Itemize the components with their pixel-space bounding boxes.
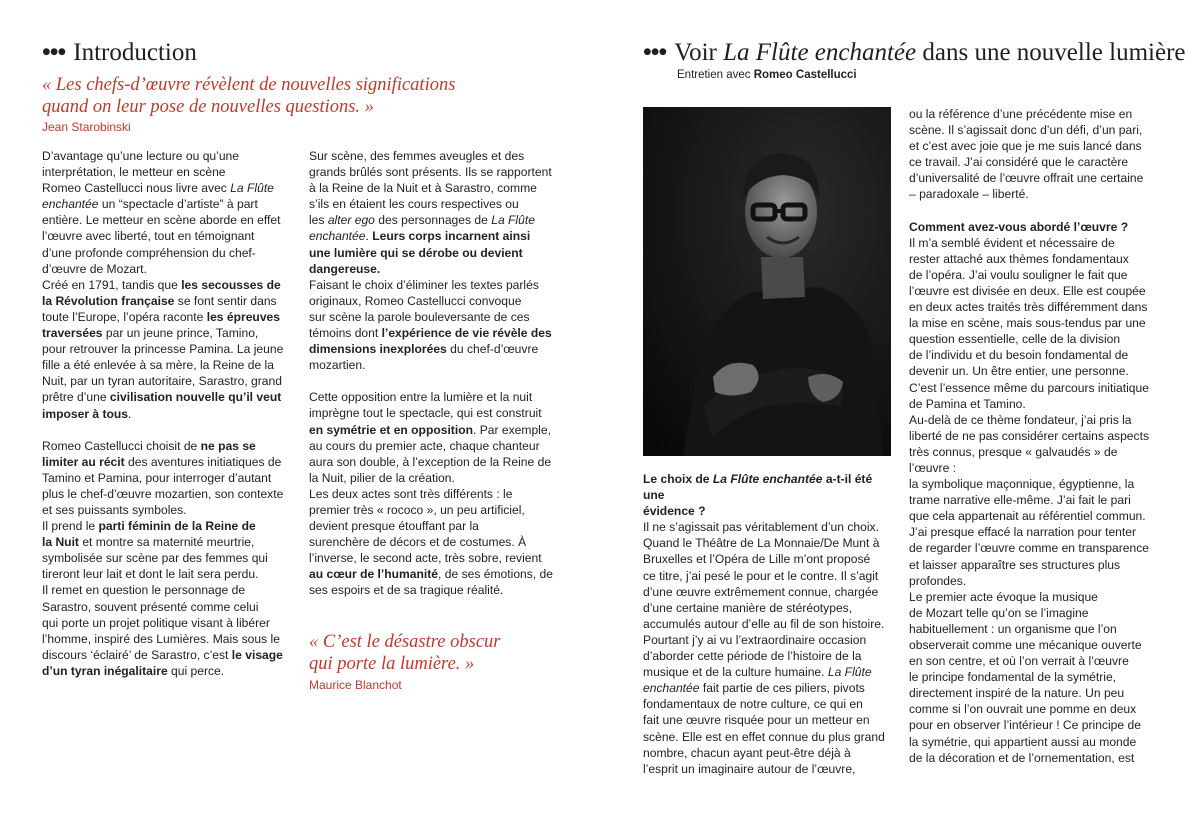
text-line: traversées par un jeune prince, Tamino,	[42, 326, 259, 341]
text-line: Nuit, par un tyran autoritaire, Sarastro, grand	[42, 374, 282, 389]
text-line: toute l’Europe, l’opéra raconte les épreuves	[42, 309, 281, 324]
text-line: Les deux actes sont très différents : le	[309, 486, 513, 501]
text-line: rester attaché aux thèmes fondamentaux	[909, 251, 1129, 266]
text-line: pour en observer l’intérieur ! Ce principe de	[909, 718, 1141, 733]
text-line: Au-delà de ce thème fondateur, j’ai pris la	[909, 412, 1132, 427]
text-line: fille a été enlevée à sa mère, la Reine de la	[42, 358, 274, 373]
text-line: Sur scène, des femmes aveugles et des	[309, 149, 525, 163]
text-line: aura son double, à l’exception de la Reine de	[309, 454, 552, 469]
text-line: observerait comme une mécanique ouverte	[909, 638, 1142, 652]
text-line: d’une profonde compréhension du chef-	[42, 245, 256, 260]
text-line: ses espoirs et de sa tragique réalité.	[309, 583, 504, 598]
text-line: liberté de ne pas considérer certains aspects	[909, 428, 1149, 443]
text-line: s’ils en étaient les cours respectives ou	[309, 197, 519, 212]
text-line: de la décoration et de l’ornementation, est	[909, 750, 1135, 765]
text-line: Bruxelles et l’Opéra de Lille m’ont proposé	[643, 552, 871, 567]
intro-column-1	[42, 148, 292, 679]
text-line: en deux actes traités très différemment dans	[909, 300, 1148, 315]
text-line: Romeo Castellucci choisit de ne pas se	[42, 438, 256, 453]
text-line: témoins dont l’expérience de vie révèle des	[309, 326, 552, 341]
text-line: Quand le Théâtre de La Monnaie/De Munt à	[643, 536, 880, 551]
text-line: en son centre, et où l’on verrait à l’œuvre	[909, 654, 1129, 669]
text-line: évidence ?	[643, 504, 706, 519]
text-line: C’est l’essence même du parcours initiatique	[909, 380, 1149, 395]
text-line: fait une œuvre risquée pour un metteur en	[643, 713, 870, 728]
text-line: originaux, Romeo Castellucci convoque	[309, 293, 522, 308]
text-line: la Révolution française se font sentir dans	[42, 293, 277, 308]
text-line: D’avantage qu’une lecture ou qu’une	[42, 149, 240, 163]
text-line: devenir un. Un être entier, une personne.	[909, 364, 1129, 379]
text-line: discours ‘éclairé’ de Sarastro, c’est le visage	[42, 647, 283, 662]
text-line: le principe fondamental de la symétrie,	[909, 670, 1117, 685]
text-line: et laisser apparaître ses structures plus	[909, 557, 1121, 572]
text-line: ce titre, j’ai pesé le pour et le contre. Il s’agit	[643, 568, 879, 583]
text-line: imposer à tous.	[42, 406, 132, 421]
text-line: que cela appartenait au référentiel commun.	[909, 509, 1146, 524]
text-line: pour retrouver la princesse Pamina. La jeune	[42, 342, 284, 357]
blanchot-quote: « C’est le désastre obscur qui porte la lumière. »	[309, 632, 501, 674]
text-line: d’universalité de l’œuvre offrait une certaine	[909, 171, 1144, 186]
text-line: au cours du premier acte, chaque chanteur	[309, 438, 540, 453]
text-line: Comment avez-vous abordé l’œuvre ?	[909, 219, 1129, 234]
text-line: la Nuit, pilier de la création.	[309, 470, 455, 485]
text-line: tireront leur lait et dont le lait sera perdu.	[42, 567, 259, 582]
interview-subtitle: Entretien avec Romeo Castellucci	[677, 69, 857, 81]
text-line: de l’opéra. J’ai voulu souligner le fait que	[909, 267, 1128, 282]
text-line: une lumière qui se dérobe ou devient	[309, 245, 523, 260]
text-line: Il remet en question le personnage de	[42, 583, 246, 598]
intro-title: ••• Introduction	[42, 39, 197, 66]
text-line: de Mozart telle qu’on se l’imagine	[909, 605, 1089, 620]
intro-quote: « Les chefs-d’œuvre révèlent de nouvelles significations quand on leur pose de nouvelles questions. »	[42, 75, 456, 117]
portrait-photo	[643, 107, 891, 456]
text-line: qui porte un projet politique visant à libérer	[42, 615, 270, 630]
intro-quote-author: Jean Starobinski	[42, 120, 131, 134]
text-line: Pourtant j’y ai vu l’extraordinaire occasion	[643, 632, 867, 647]
text-line: dangereuse.	[309, 261, 381, 276]
text-line: la Nuit et montre sa maternité meurtrie,	[42, 535, 255, 550]
text-line: Il m’a semblé évident et nécessaire de	[909, 235, 1115, 250]
text-line: profondes.	[909, 573, 967, 588]
text-line: limiter au récit des aventures initiatiques de	[42, 454, 282, 469]
text-line: à la Reine de la Nuit et à Sarastro, comme	[309, 181, 537, 196]
text-line: Le choix de La Flûte enchantée a-t-il été une	[643, 472, 873, 503]
text-line: l’œuvre est divisée en deux. Elle est coupée	[909, 283, 1146, 298]
text-line: devient presque étouffant par la	[309, 519, 479, 534]
text-line: enchantée. Leurs corps incarnent ainsi	[309, 229, 531, 244]
text-line: en symétrie et en opposition. Par exemple,	[309, 422, 551, 437]
interview-title: ••• Voir La Flûte enchantée dans une nouvelle lumière	[643, 39, 1186, 66]
text-line: la symbolique maçonnique, égyptienne, la	[909, 477, 1135, 492]
intro-column-2	[309, 148, 565, 599]
text-line: et c’est avec joie que je me suis lancé dans	[909, 139, 1142, 154]
text-line: premier très « rococo », un peu artificiel,	[309, 502, 525, 517]
text-line: habituellement : un organisme que l’on	[909, 621, 1117, 636]
text-line: Le premier acte évoque la musique	[909, 589, 1098, 604]
text-line: accumulés autour d’elle au fil de son histoire.	[643, 616, 885, 631]
text-line: enchantée fait partie de ces piliers, pivots	[643, 681, 865, 696]
text-line: et ses puissants symboles.	[42, 502, 187, 517]
text-line: Sarastro, souvent présenté comme celui	[42, 599, 259, 614]
text-line: d’une certaine manière de stéréotypes,	[643, 600, 853, 615]
text-line: – paradoxale – liberté.	[909, 187, 1029, 202]
text-line: au cœur de l’humanité, de ses émotions, de	[309, 567, 553, 582]
text-line: entière. Le metteur en scène aborde en effet	[42, 213, 281, 228]
text-line: Il ne s’agissait pas véritablement d’un choix.	[643, 520, 879, 535]
text-line: d’un tyran inégalitaire qui perce.	[42, 663, 225, 678]
text-line: Cette opposition entre la lumière et la nuit	[309, 390, 533, 405]
portrait-photo-icon	[643, 107, 891, 456]
text-line: la mise en scène, mais sous-tendus par une	[909, 316, 1146, 331]
text-line: surenchère de décors et de costumes. À	[309, 535, 527, 550]
text-line: symbolisée sur scène par des femmes qui	[42, 551, 268, 566]
text-line: d’aborder cette période de l’histoire de la	[643, 649, 862, 664]
text-line: J’ai presque effacé la narration pour tenter	[909, 525, 1137, 540]
text-line: Faisant le choix d’éliminer les textes parlés	[309, 277, 539, 292]
text-line: l’homme, inspiré des Lumières. Mais sous le	[42, 631, 280, 646]
text-line: Tamino et Pamina, pour interroger d’autant	[42, 470, 272, 485]
text-line: ce travail. J’ai considéré que le caractère	[909, 155, 1129, 170]
bullet-dots-icon: •••	[42, 39, 66, 66]
text-line: ou la référence d’une précédente mise en	[909, 107, 1133, 121]
interview-column-2	[909, 106, 1159, 766]
text-line: Il prend le parti féminin de la Reine de	[42, 519, 256, 534]
text-line: d’une œuvre extrêmement connue, chargée	[643, 584, 879, 599]
text-line: la symétrie, qui appartient aussi au monde	[909, 734, 1137, 749]
text-line: question essentielle, celle de la division	[909, 332, 1121, 347]
text-line: grands brûlés sont présents. Ils se rapportent	[309, 165, 552, 180]
text-line: très connus, presque « galvaudés » de l’œuvre :	[909, 444, 1118, 475]
text-line: prêtre d’une civilisation nouvelle qu’il veut	[42, 390, 282, 405]
text-line: de Pamina et Tamino.	[909, 396, 1026, 411]
text-line: sur scène la parole bouleversante de ces	[309, 309, 530, 324]
text-line: l’esprit un imaginaire autour de l’œuvre,	[643, 761, 856, 776]
text-line: plus le chef-d’œuvre mozartien, son contexte	[42, 486, 284, 501]
text-line: musique et de la culture humaine. La Flûte	[643, 665, 872, 680]
text-line: d’œuvre de Mozart.	[42, 261, 147, 276]
text-line: directement inspiré de la nature. Un peu	[909, 686, 1125, 701]
text-line: Créé en 1791, tandis que les secousses de	[42, 277, 281, 292]
text-line: de l’individu et du besoin fondamental de	[909, 348, 1129, 363]
text-line: scène. Il s’agissait donc d’un défi, d’un pari,	[909, 123, 1143, 138]
text-line: fondamentaux de notre culture, ce qui en	[643, 697, 863, 712]
blanchot-quote-author: Maurice Blanchot	[309, 678, 402, 692]
text-line: comme si l’on ouvrait une pomme en deux	[909, 702, 1137, 717]
text-line: l’inverse, le second acte, très sobre, revient	[309, 551, 542, 566]
text-line: imprègne tout le spectacle, qui est construit	[309, 406, 542, 421]
text-line: l’œuvre avec liberté, tout en témoignant	[42, 229, 255, 244]
text-line: nombre, chacun ayant peut-être déjà à	[643, 745, 851, 760]
text-line: mozartien.	[309, 358, 366, 373]
text-line: interprétation, le metteur en scène	[42, 165, 226, 180]
text-line: Romeo Castellucci nous livre avec La Flûte	[42, 181, 274, 196]
text-line: les alter ego des personnages de La Flûte	[309, 213, 535, 228]
bullet-dots-icon: •••	[643, 39, 667, 66]
text-line: trame narrative elle-même. J’ai fait le pari	[909, 493, 1131, 508]
text-line: enchantée un “spectacle d’artiste” à part	[42, 197, 258, 212]
interview-column-1	[643, 471, 893, 777]
text-line: dimensions inexplorées du chef-d’œuvre	[309, 342, 539, 357]
text-line: scène. Elle est en effet connue du plus grand	[643, 729, 885, 744]
text-line: de regarder l’œuvre comme en transparence	[909, 541, 1149, 556]
